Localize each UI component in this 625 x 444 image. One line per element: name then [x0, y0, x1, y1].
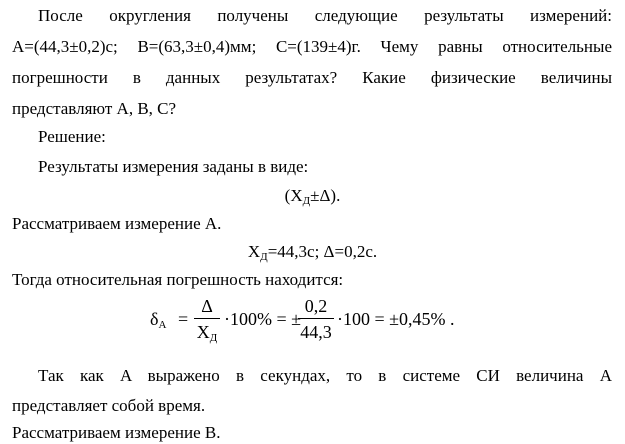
formula-tail: ·100 = ±0,45% .	[337, 309, 455, 329]
fraction-1	[194, 296, 220, 343]
consider-a: Рассматриваем измерение A.	[12, 214, 222, 233]
problem-line-3: погрешности в данных результатах? Какие физические величины	[12, 68, 612, 87]
problem-line-2: A=(44,3±0,2)с; B=(63,3±0,4)мм; C=(139±4)г. Чему равны относительные	[12, 37, 612, 56]
conclusion-line-2: представляет собой время.	[12, 396, 206, 415]
fraction-2	[298, 296, 334, 343]
problem-line-1: После округления получены следующие результаты измерений:	[38, 6, 612, 25]
fraction-1-num: Δ	[201, 296, 213, 316]
then-line: Тогда относительная погрешность находится:	[12, 270, 344, 289]
fraction-2-num: 0,2	[304, 296, 328, 316]
a-values	[0, 242, 625, 267]
solution-intro: Результаты измерения заданы в виде:	[38, 157, 309, 176]
problem-line-4: представляют A, B, C?	[12, 99, 177, 118]
conclusion-line-1: Так как A выражено в секундах, то в системе СИ величина A	[38, 366, 612, 385]
a-sub: Д	[260, 251, 268, 263]
solution-heading: Решение:	[38, 127, 106, 146]
fraction-1-den: $X_Д$	[196, 322, 218, 344]
form-close: ±Δ).	[310, 186, 341, 205]
formula-mid: ·100% = ±	[224, 309, 302, 329]
form-sub: Д	[302, 195, 311, 207]
a-x: X	[247, 242, 261, 261]
a-values-text: =44,3с; Δ=0,2с.	[267, 242, 378, 261]
form-open: (X	[284, 186, 303, 205]
formula-eq: =	[178, 309, 189, 329]
consider-b: Рассматриваем измерение B.	[12, 423, 221, 442]
fraction-2-den: 44,3	[300, 322, 332, 342]
formula-delta: $\delta_A$	[150, 309, 167, 331]
measurement-form	[0, 186, 625, 211]
